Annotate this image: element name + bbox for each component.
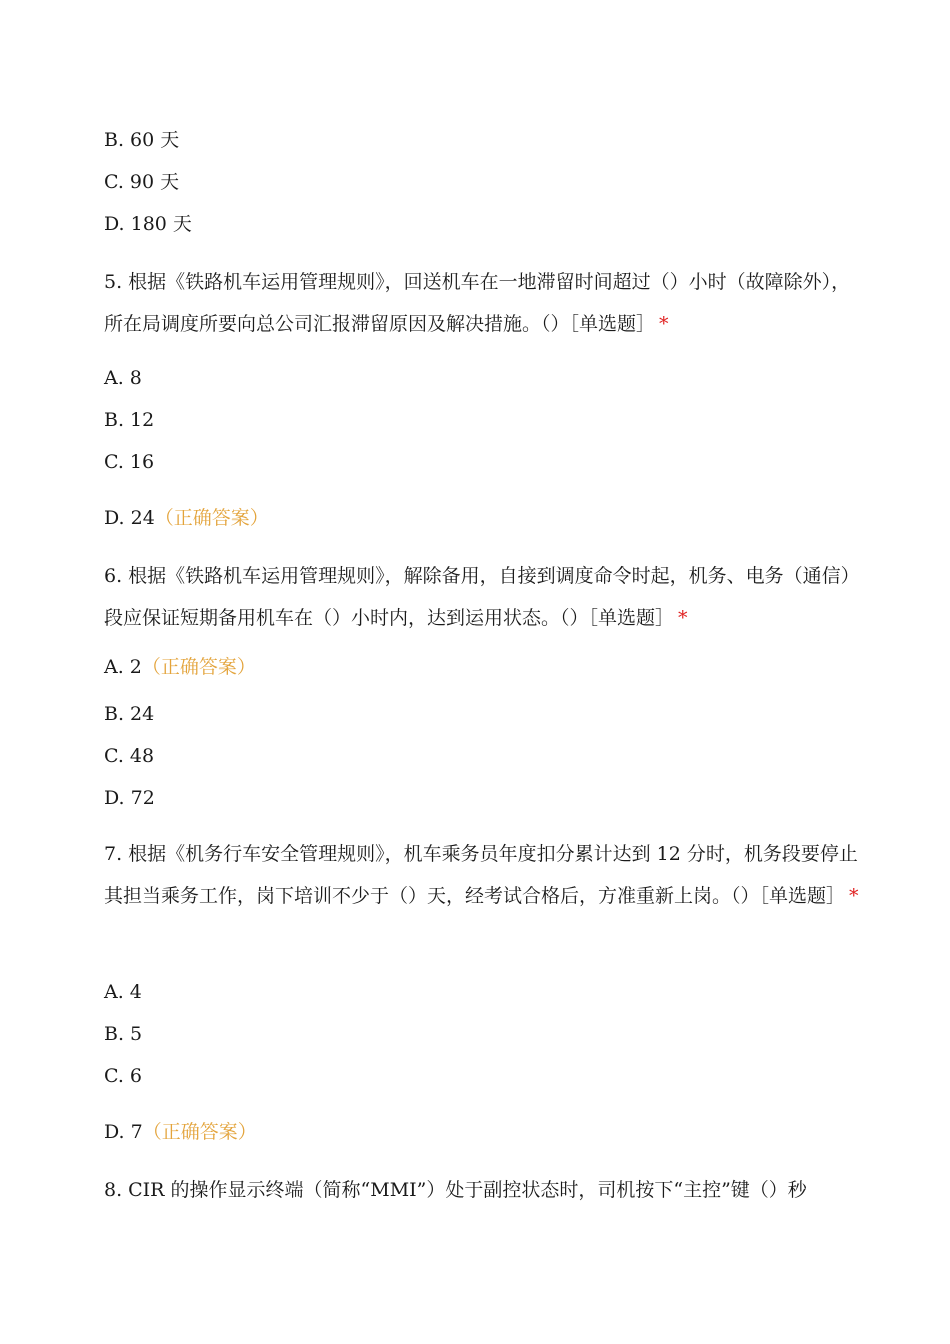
correct-answer-mark: （正确答案） <box>154 507 269 529</box>
q7-option-b: B. 5 <box>104 1023 143 1045</box>
option-c: C. 90 天 <box>104 171 180 193</box>
q6-option-d: D. 72 <box>104 787 155 809</box>
question-5: 5. 根据《铁路机车运用管理规则》，回送机车在一地滞留时间超过（）小时（故障除外），所在局调度所要向总公司汇报滞留原因及解决措施。（）［单选题］ * <box>104 271 851 335</box>
q7-option-a: A. 4 <box>104 981 142 1003</box>
option-d: D. 180 天 <box>104 213 192 235</box>
q6-option-c: C. 48 <box>104 745 155 767</box>
required-star: * <box>678 607 688 629</box>
correct-answer-mark: （正确答案） <box>142 1121 257 1143</box>
required-star: * <box>849 885 859 907</box>
question-7: 7. 根据《机务行车安全管理规则》，机车乘务员年度扣分累计达到 12 分时，机务段要停止其担当乘务工作，岗下培训不少于（）天，经考试合格后，方准重新上岗。（）［单选题］ * <box>104 843 859 907</box>
q7-option-c: C. 6 <box>104 1065 142 1087</box>
q5-option-b: B. 12 <box>104 409 155 431</box>
correct-answer-mark: （正确答案） <box>141 656 256 678</box>
option-b: B. 60 天 <box>104 129 180 151</box>
q5-option-d: D. 24（正确答案） <box>104 507 269 529</box>
q5-option-c: C. 16 <box>104 451 155 473</box>
required-star: * <box>659 313 669 335</box>
q5-option-a: A. 8 <box>104 367 142 389</box>
question-6: 6. 根据《铁路机车运用管理规则》，解除备用，自接到调度命令时起，机务、电务（通信）段应保证短期备用机车在（）小时内，达到运用状态。（）［单选题］ * <box>104 565 860 629</box>
q6-option-a: A. 2（正确答案） <box>104 656 256 678</box>
q6-option-b: B. 24 <box>104 703 155 725</box>
question-8: 8. CIR 的操作显示终端（简称“MMI”）处于副控状态时，司机按下“主控”键（）秒 <box>104 1179 807 1201</box>
q7-option-d: D. 7（正确答案） <box>104 1121 257 1143</box>
